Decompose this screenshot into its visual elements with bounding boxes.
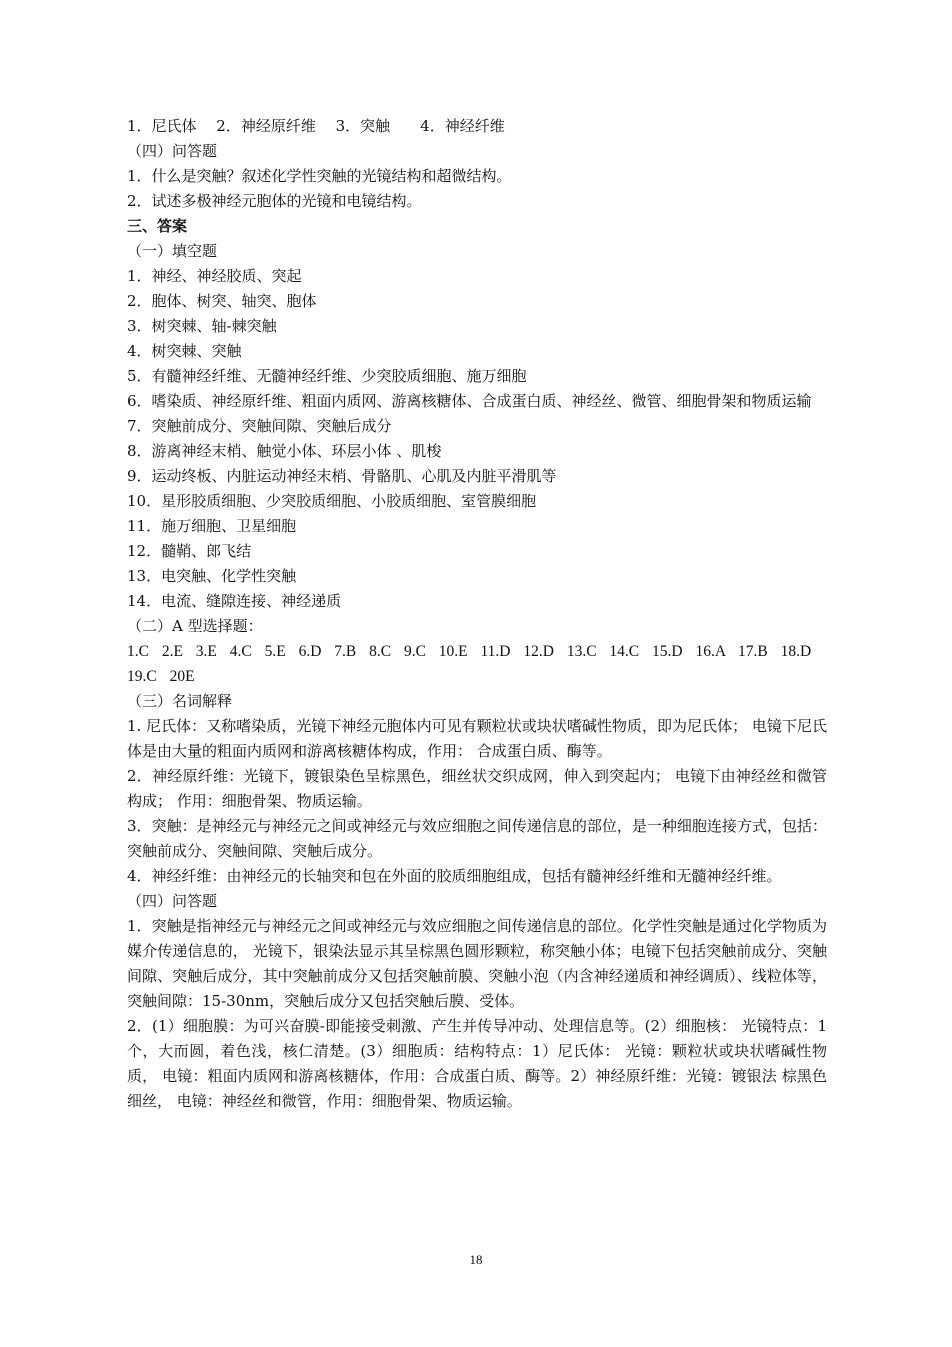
qa-item: 1．突触是指神经元与神经元之间或神经元与效应细胞之间传递信息的部位。化学性突触是通过化学物质为媒介传递信息的， 光镜下，银染法显示其呈棕黑色圆形颗粒，称突触小体；电镜下包括突触前成分、突触间隙、突触后成分，其中突触前成分又包括突触前膜、突触小泡（内含神经递质和神经调质）、线粒体等，突触间隙：15-30nm，突触后成分又包括突触后膜、受体。 [127, 917, 827, 1010]
fill-item: 3．树突棘、轴-棘突触 [127, 317, 277, 335]
q4-item: 1．什么是突触？叙述化学性突触的光镜结构和超微结构。 [127, 167, 512, 185]
qa-heading: （四）问答题 [127, 892, 218, 910]
term-item: 3．突触：是神经元与神经元之间或神经元与效应细胞之间传递信息的部位，是一种细胞连接方式，包括：突触前成分、突触间隙、突触后成分。 [127, 817, 827, 860]
fill-item: 14．电流、缝隙连接、神经递质 [127, 592, 342, 610]
q4-item: 2．试述多极神经元胞体的光镜和电镜结构。 [127, 192, 422, 210]
page-number: 18 [469, 1252, 483, 1267]
term-item: 1. 尼氏体：又称嗜染质，光镜下神经元胞体内可见有颗粒状或块状嗜碱性物质，即为尼氏体； 电镜下尼氏体是由大量的粗面内质网和游离核糖体构成，作用： 合成蛋白质、酶等。 [127, 717, 827, 760]
top-terms-line: 1．尼氏体 2．神经原纤维 3．突触 4．神经纤维 [127, 117, 505, 135]
fill-item: 10．星形胶质细胞、少突胶质细胞、小胶质细胞、室管膜细胞 [127, 492, 537, 510]
fill-heading: （一）填空题 [127, 242, 218, 260]
fill-item: 7．突触前成分、突触间隙、突触后成分 [127, 417, 392, 435]
fill-item: 12．髓鞘、郎飞结 [127, 542, 252, 560]
terms-heading: （三）名词解释 [127, 692, 233, 710]
mcq-answers: 1.C 2.E 3.E 4.C 5.E 6.D 7.B 8.C 9.C 10.E 11.D 12.D 13.C 14.C 15.D 16.A 17.B 18.D 19.C 20E [127, 643, 812, 685]
fill-item: 6．嗜染质、神经原纤维、粗面内质网、游离核糖体、合成蛋白质、神经丝、微管、细胞骨架和物质运输 [127, 392, 812, 410]
fill-item: 4．树突棘、突触 [127, 342, 242, 360]
fill-item: 2．胞体、树突、轴突、胞体 [127, 292, 317, 310]
term-item: 4．神经纤维：由神经元的长轴突和包在外面的胶质细胞组成，包括有髓神经纤维和无髓神经纤维。 [127, 867, 782, 885]
answers-heading: 三、答案 [127, 217, 188, 235]
fill-item: 5．有髓神经纤维、无髓神经纤维、少突胶质细胞、施万细胞 [127, 367, 527, 385]
qa-item: 2．(1）细胞膜：为可兴奋膜-即能接受刺激、产生并传导冲动、处理信息等。(2）细胞核： 光镜特点：1 个，大而圆，着色浅，核仁清楚。(3）细胞质：结构特点：1）尼氏体： 光镜：颗粒状或块状嗜碱性物质， 电镜：粗面内质网和游离核糖体，作用：合成蛋白质、酶等。2）神经原纤维：光镜：镀银法 棕黑色细丝， 电镜：神经丝和微管，作用：细胞骨架、物质运输。 [127, 1017, 827, 1110]
page-content [127, 114, 827, 1114]
fill-item: 8．游离神经末梢、触觉小体、环层小体 、肌梭 [127, 442, 442, 460]
fill-item: 13．电突触、化学性突触 [127, 567, 297, 585]
q4-heading: （四）问答题 [127, 142, 218, 160]
fill-item: 9．运动终板、内脏运动神经末梢、骨骼肌、心肌及内脏平滑肌等 [127, 467, 557, 485]
mcq-heading: （二）A 型选择题： [127, 617, 263, 635]
fill-item: 1．神经、神经胶质、突起 [127, 267, 302, 285]
fill-item: 11．施万细胞、卫星细胞 [127, 517, 297, 535]
term-item: 2．神经原纤维：光镜下，镀银染色呈棕黑色，细丝状交织成网，伸入到突起内； 电镜下由神经丝和微管构成； 作用：细胞骨架、物质运输。 [127, 767, 827, 810]
